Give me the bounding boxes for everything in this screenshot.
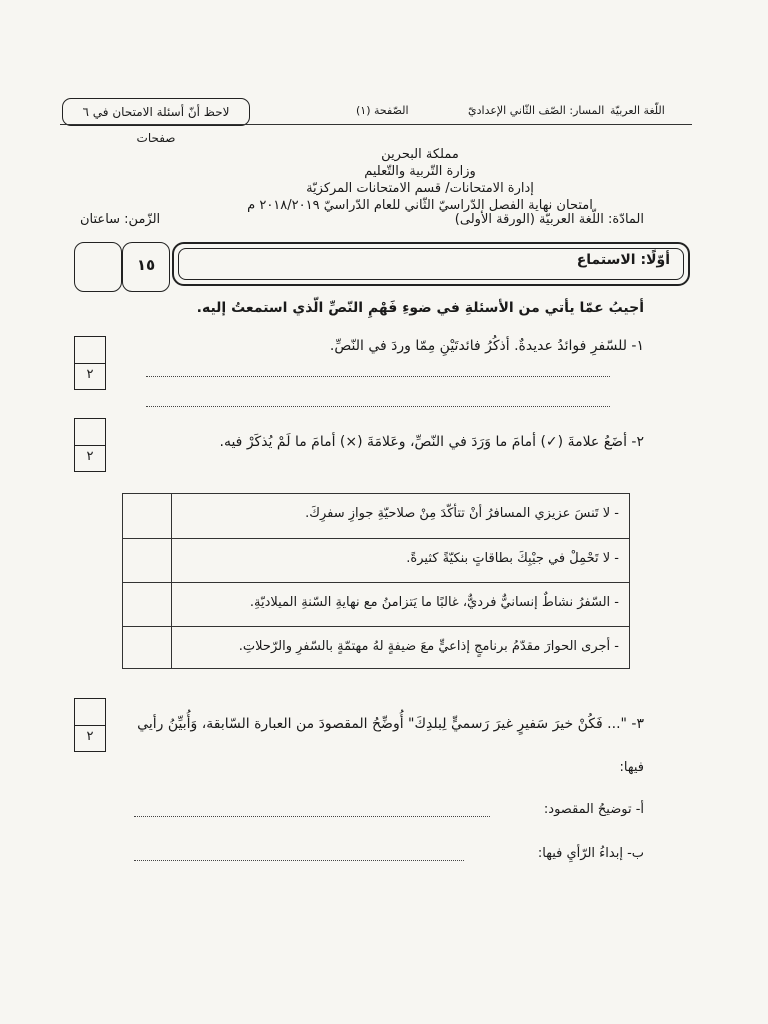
- section-score-box: ١٥: [122, 242, 170, 292]
- question-2: ٢- أضَعُ علامةَ (✓) أمامَ ما وَرَدَ في النّصِّ، وعَلامَةَ (×) أمامَ ما لَمْ يُذكَرْ فيه.: [219, 434, 644, 450]
- question-1-mark-box: [74, 336, 106, 390]
- true-false-table: [122, 493, 630, 669]
- answer-cell[interactable]: [123, 494, 171, 538]
- question-3-mark: ٢: [86, 729, 94, 744]
- question-3-continuation: فيها:: [619, 760, 644, 775]
- pages-note: لاحظ أنّ أسئلة الامتحان في ٦ صفحات: [62, 98, 250, 126]
- question-2-mark-box: [74, 418, 106, 472]
- answer-line[interactable]: [146, 406, 610, 407]
- track-label: المسار: الصّف الثّاني الإعداديّ: [468, 104, 605, 117]
- question-2-mark: ٢: [86, 449, 94, 464]
- section-earned-box: [74, 242, 122, 292]
- answer-line[interactable]: [134, 860, 464, 861]
- page-number: الصّفحة (١): [356, 104, 409, 117]
- section-banner: [172, 242, 690, 286]
- question-3b-label: ب- إبداءُ الرّأيِ فيها:: [537, 846, 644, 861]
- header-divider: [60, 124, 692, 125]
- ministry-title: وزارة التّربية والتّعليم: [364, 164, 476, 179]
- subject-meta: المادّة: اللّغة العربيّة (الورقة الأولى): [454, 212, 644, 227]
- table-row: [123, 494, 629, 538]
- statement-text: - السّفرُ نشاطٌ إنسانيٌّ فرديٌّ، غالبًا ما يَتزامنُ مع نهايةِ السّنةِ الميلاديّةِ.: [249, 595, 619, 610]
- question-3: ٣- "... فَكُنْ خيرَ سَفيرٍ غيرَ رَسميٍّ لِبلدِكَ" أُوضِّحُ المقصودَ من العبارة السّابقة، وَأُبيِّنُ رأيي: [137, 716, 644, 732]
- department-title: إدارة الامتحانات/ قسم الامتحانات المركزيّة: [306, 181, 534, 196]
- answer-line[interactable]: [134, 816, 490, 817]
- table-row: [123, 538, 629, 583]
- question-3a-label: أ- توضيحُ المقصود:: [543, 802, 644, 817]
- answer-line[interactable]: [146, 376, 610, 377]
- table-divider: [171, 494, 172, 668]
- table-row: [123, 582, 629, 627]
- answer-cell[interactable]: [123, 539, 171, 583]
- subject-short: اللّغة العربيّة: [610, 104, 665, 117]
- section-title: أوّلًا: الاستماع: [576, 252, 670, 268]
- question-3-mark-box: [74, 698, 106, 752]
- question-1: ١- للسّفرِ فوائدُ عديدةٌ. أذكُرُ فائدتَيْنِ مِمّا وردَ في النّصِّ.: [329, 338, 644, 354]
- instructions: أجيبُ عمّا يأتي من الأسئلةِ في ضوءِ فَهْمِ النّصِّ الّذي استمعتُ إليه.: [196, 300, 644, 316]
- answer-cell[interactable]: [123, 583, 171, 627]
- table-row: [123, 626, 629, 671]
- time-meta: الزّمن: ساعتان: [80, 212, 161, 227]
- statement-text: - أجرى الحوارَ مقدّمُ برنامجٍ إذاعيٍّ معَ ضيفةٍ لهُ مهتمّةٍ بالسّفرِ والرّحلاتِ.: [238, 639, 619, 654]
- kingdom-title: مملكة البحرين: [381, 147, 459, 162]
- statement-text: - لا تَحْمِلْ في جيْبِكَ بطاقاتٍ بنكيّةً كثيرةً.: [406, 551, 619, 566]
- answer-cell[interactable]: [123, 627, 171, 671]
- question-1-mark: ٢: [86, 367, 94, 382]
- statement-text: - لا تَنسَ عزيزي المسافرُ أنْ تتأكّدَ مِنْ صلاحيّةِ جوازِ سفرِكَ.: [305, 506, 619, 521]
- exam-title: امتحان نهاية الفصل الدّراسيّ الثّاني للعام الدّراسيّ ٢٠١٨/٢٠١٩ م: [247, 198, 593, 213]
